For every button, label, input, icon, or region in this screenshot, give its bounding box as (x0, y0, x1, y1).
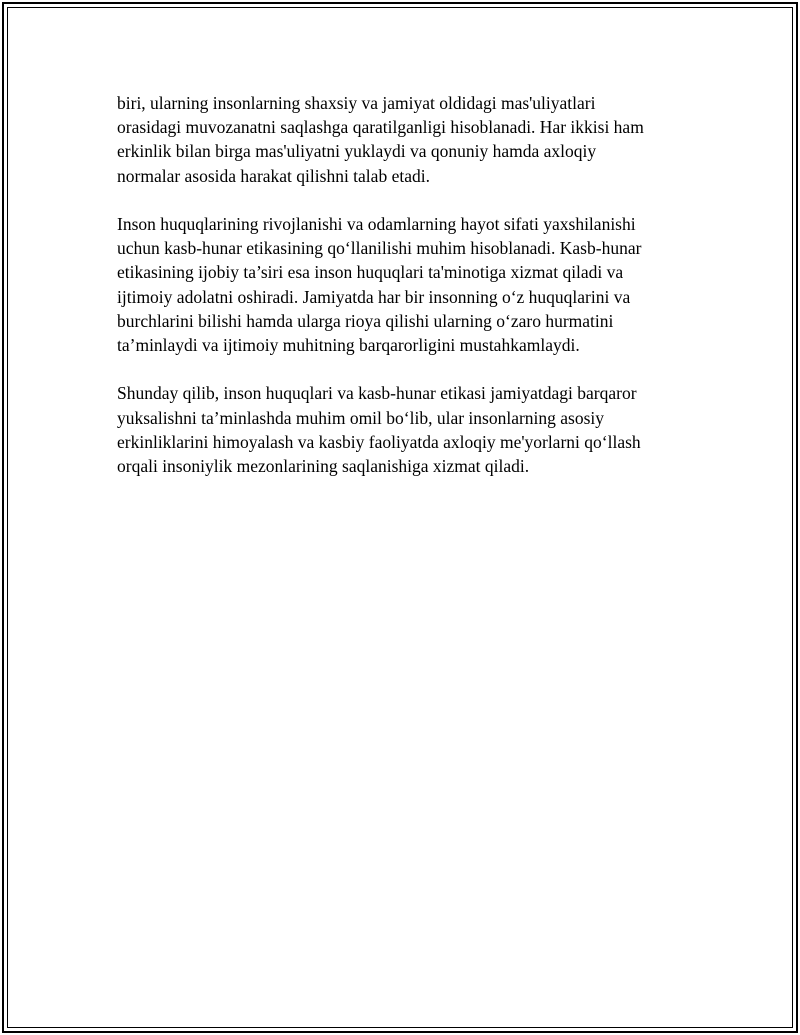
paragraph-3 (117, 381, 697, 478)
text-line: normalar asosida harakat qilishni talab etadi. (117, 165, 430, 186)
paragraph-2 (117, 212, 697, 357)
document-body (117, 91, 697, 502)
text-line: ijtimoiy adolatni oshiradi. Jamiyatda har bir insonning o‘z huquqlarini va (117, 286, 631, 307)
text-line: uchun kasb-hunar etikasining qo‘llanilishi muhim hisoblanadi. Kasb-hunar (117, 238, 642, 259)
text-line: erkinlik bilan birga mas'uliyatni yuklaydi va qonuniy hamda axloqiy (117, 141, 597, 162)
text-line: burchlarini bilishi hamda ularga rioya qilishi ularning o‘zaro hurmatini (117, 310, 614, 331)
text-line: ta’minlaydi va ijtimoiy muhitning barqarorligini mustahkamlaydi. (117, 335, 580, 356)
text-line: etikasining ijobiy ta’siri esa inson huquqlari ta'minotiga xizmat qiladi va (117, 262, 624, 283)
paragraph-1 (117, 91, 697, 188)
text-line: erkinliklarini himoyalash va kasbiy faoliyatda axloqiy me'yorlarni qo‘llash (117, 431, 641, 452)
text-line: orqali insoniylik mezonlarining saqlanishiga xizmat qiladi. (117, 456, 530, 477)
text-line: biri, ularning insonlarning shaxsiy va jamiyat oldidagi mas'uliyatlari (117, 93, 596, 113)
text-line: yuksalishni ta’minlashda muhim omil bo‘lib, ular insonlarning asosiy (117, 407, 605, 428)
text-line: Shunday qilib, inson huquqlari va kasb-hunar etikasi jamiyatdagi barqaror (117, 383, 637, 404)
text-line: Inson huquqlarining rivojlanishi va odamlarning hayot sifati yaxshilanishi (117, 214, 636, 234)
text-line: orasidagi muvozanatni saqlashga qaratilganligi hisoblanadi. Har ikkisi ham (117, 117, 644, 138)
